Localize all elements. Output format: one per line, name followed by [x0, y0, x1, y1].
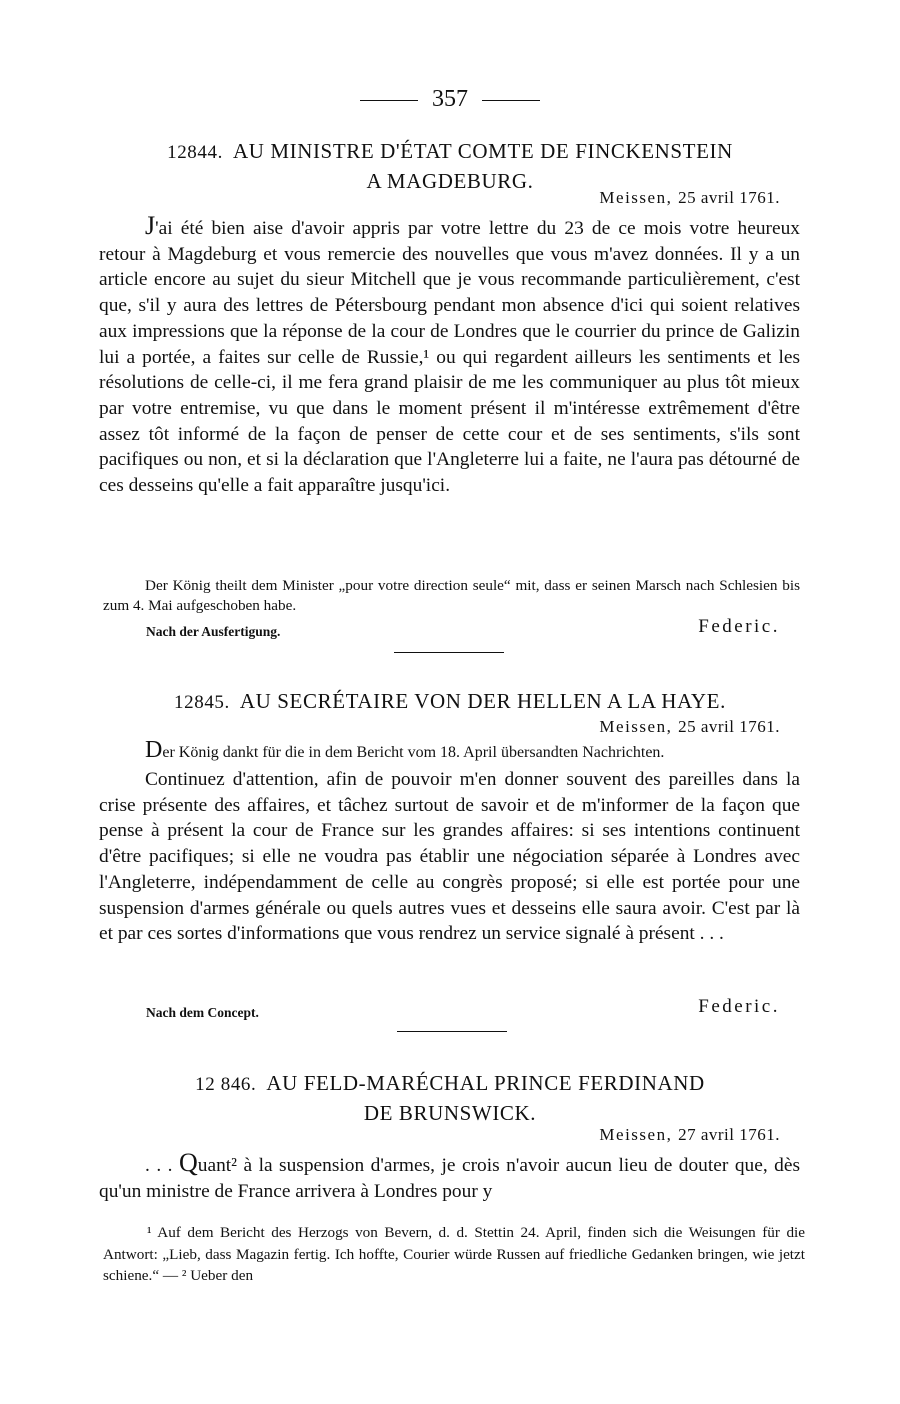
letter-date: 25 avril 1761.: [678, 717, 780, 736]
letter-place: Meissen,: [599, 188, 673, 207]
letter-title-line1: AU SECRÉTAIRE VON DER HELLEN A LA HAYE.: [239, 689, 726, 713]
letter-12846-body: [99, 1150, 800, 1204]
letter-12845-body: [99, 767, 800, 947]
page-number-rule-right: [482, 100, 540, 101]
letter-12844-signature: Federic.: [698, 616, 780, 637]
letter-12845-title: [110, 687, 790, 717]
letter-number: 12 846.: [195, 1074, 257, 1095]
letter-number: 12844.: [167, 142, 223, 163]
letter-12846-title: [110, 1069, 790, 1127]
section-separator: [397, 1031, 507, 1032]
footnote-text: ¹ Auf dem Bericht des Herzogs von Bevern, d. d. Stettin 24. April, finden sich die Weisungen für die Antwort: „Lieb, dass Magazin fertig. Ich hoffte, Courier würde Russen auf friedliche Gedanken bringen, wie jetzt schiene.“ — ² Ueber den: [103, 1224, 805, 1284]
letter-title-line1: AU MINISTRE D'ÉTAT COMTE DE FINCKENSTEIN: [232, 139, 733, 163]
letter-12845-source: Nach dem Concept.: [146, 1005, 259, 1020]
letter-12844-note: [103, 576, 800, 616]
letter-place: Meissen,: [599, 1125, 673, 1144]
letter-note-text: Der König theilt dem Minister „pour votre direction seule“ mit, dass er seinen Marsch nach Schlesien bis zum 4. Mai aufgeschoben habe.: [103, 577, 800, 614]
letter-title-line2: DE BRUNSWICK.: [363, 1101, 537, 1125]
letter-place: Meissen,: [599, 717, 673, 736]
section-separator: [394, 652, 504, 653]
letter-12844-dateline: [599, 188, 780, 208]
letter-title-line1: AU FELD-MARÉCHAL PRINCE FERDINAND: [266, 1071, 705, 1095]
letter-body-text: Continuez d'attention, afin de pouvoir m'en donner souvent des pareilles dans la crise présente des affaires, et tâchez surtout de savoir et de m'informer de la façon que pense à présent la cour de France sur les grandes affaires: si ses intentions continuent d'être pacifiques; si elle ne voudra pas établir une négociation séparée à Londres avec l'Angleterre, indépendamment de celle au congrès proposé; si elle est portée pour une suspension d'armes générale ou quels autres vues et desseins elle saura avoir. C'est par là et par ces sortes d'informations que vous rendrez un service signalé à présent . . .: [99, 769, 800, 945]
footnotes: [103, 1222, 805, 1287]
letter-intro-text: er König dankt für die in dem Bericht vom 18. April übersandten Nachrichten.: [162, 744, 665, 761]
drop-initial: Q: [179, 1148, 198, 1177]
letter-body-text: 'ai été bien aise d'avoir appris par votre lettre du 23 de ce mois votre heureux retour à Magdeburg et vous remercie des nouvelles que vous m'avez données. Il y a un article encore au sujet du sieur Mitchell que je vous recommande particulièrement, c'est que, s'il y aura des lettres de Pétersbourg pendant mon absence d'ici qui soient relatives aux impressions que la réponse de la cour de Londres que le courrier du prince de Galizin lui a portée, a faites sur celle de Russie,¹ ou qui regardent ailleurs les sentiments et les résolutions de celle-ci, il me fera grand plaisir de me les communiquer au plus tôt mieux par votre entremise, vu que dans le moment présent il m'intéresse extrêmement d'être assez tôt informé de la façon de penser de cette cour et de ses sentiments, s'ils sont pacifiques ou non, et si la déclaration que l'Angleterre lui a faite, ne l'aura pas détourné de ces desseins qu'elle a fait apparaître jusqu'ici.: [99, 218, 800, 497]
letter-12845-dateline: [599, 717, 780, 737]
page-number: [0, 86, 900, 113]
drop-initial: D: [145, 737, 163, 763]
letter-12844-title: [110, 137, 790, 195]
letter-12845-intro: [145, 738, 805, 765]
letter-title-line2: A MAGDEBURG.: [366, 169, 534, 193]
letter-number: 12845.: [174, 692, 230, 713]
letter-12844-body: [99, 213, 800, 499]
page-number-rule-left: [360, 100, 418, 101]
letter-date: 27 avril 1761.: [678, 1125, 780, 1144]
drop-initial: J: [145, 211, 156, 240]
letter-12845-signature: Federic.: [698, 996, 780, 1017]
page-number-text: 357: [432, 86, 468, 112]
letter-12844-source: Nach der Ausfertigung.: [146, 624, 281, 639]
letter-12846-dateline: [599, 1125, 780, 1145]
ellipsis-prefix: . . .: [145, 1155, 180, 1176]
letter-body-text: uant² à la suspension d'armes, je crois n'avoir aucun lieu de douter que, dès qu'un ministre de France arrivera à Londres pour y: [99, 1155, 800, 1202]
letter-date: 25 avril 1761.: [678, 188, 780, 207]
